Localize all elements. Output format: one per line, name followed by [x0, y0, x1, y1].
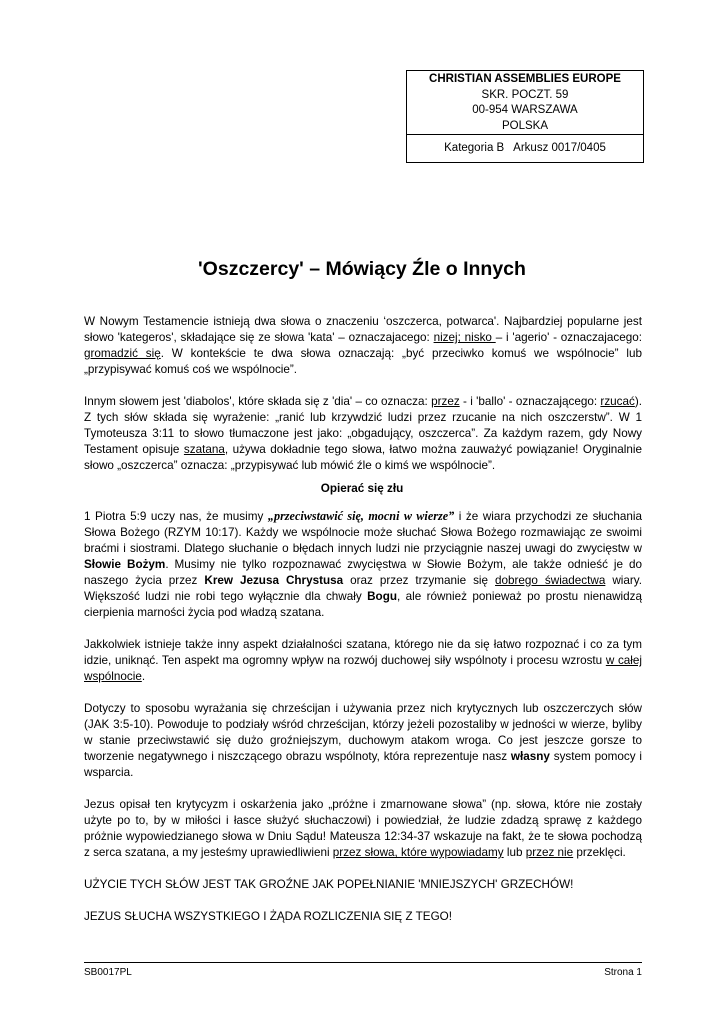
category-sheet: Kategoria B Arkusz 0017/0405 — [444, 142, 606, 154]
footer-divider — [84, 962, 642, 963]
section-heading: Opierać się złu — [320, 482, 404, 495]
address-block — [407, 71, 643, 135]
paragraph-2: Innym słowem jest 'diabolos', które składa się z 'dia' – co oznacza: przez - i 'ballo' - oznaczającego: rzucać). Z tych słów składa się wyrażenie: „ranić lub krzywdzić ludzi przez rzucanie na nich oszczerstw”. W 1 Tymoteusza 3:11 to słowo tłumaczone jest jako: „obgadujący, oszczerca”. Za każdym razem, gdy Nowy Testament opisuje szatana, używa dokładnie tego słowa, łatwo można zauważyć powiązanie! Oryginalnie słowo „oszczerca” oznacza: „przypisywać lub mówić źle o kimś we wspólnocie”. — [84, 395, 642, 472]
paragraph-5: Dotyczy to sposobu wyrażania się chrześcijan i używania przez nich krytycznych lub oszczerczych słów (JAK 3:5-10). Powoduje to podziały wśród chrześcijan, którzy jeżeli pozostaliby w jedności w wierze, byliby w stanie przeciwstawić się dużo groźniejszym, duchowym atakom wroga. Co jest jeszcze gorsze to tworzenie negatywnego i niszczącego obrazu wspólnoty, która reprezentuje nasz własny system pomocy i wsparcia. — [84, 702, 642, 779]
paragraph-1: W Nowym Testamencie istnieją dwa słowa o znaczeniu ‘oszczerca, potwarca'. Najbardziej popularne jest słowo 'kategeros', składające się ze słowa 'kata' – oznaczajacego: nizej; nisko – i 'agerio' - oznaczajacego: gromadzić się. W kontekście te dwa słowa oznaczają: „być przeciwko komuś we wspólnocie” lub „przypisywać komuś coś we wspólnocie”. — [84, 315, 642, 376]
page-title: 'Oszczercy' – Mówiący Źle o Innych — [198, 258, 526, 280]
paragraph-3: 1 Piotra 5:9 uczy nas, że musimy „przeciwstawić się, mocni w wierze” i że wiara przychodzi ze słuchania Słowa Bożego (RZYM 10:17). Każdy we wspólnocie może słuchać Słowa Bożego rozmawiając ze swoimi braćmi i siostrami. Dlatego słuchanie o błędach innych ludzi nie przyciągnie naszej uwagi do zwycięstw w Słowie Bożym. Musimy nie tylko rozpoznawać zwycięstwa w Słowie Bożym, ale także odnieść je do naszego życia przez Krew Jezusa Chrystusa oraz przez trzymanie się dobrego świadectwa wiary. Większość ludzi nie robi tego wyłącznie dla chwały Bogu, ale również ponieważ po prostu nienawidzą cierpienia marności życia pod władzą szatana. — [84, 509, 642, 619]
paragraph-8: JEZUS SŁUCHA WSZYSTKIEGO I ŻĄDA ROZLICZENIA SIĘ Z TEGO! — [84, 910, 453, 923]
postal-city: 00-954 WARSZAWA — [472, 104, 578, 117]
paragraph-6: Jezus opisał ten krytycyzm i oskarżenia jako „próżne i zmarnowane słowa” (np. słowa, które nie zostały użyte po to, by w miłości i łasce służyć słuchaczowi) i powiedział, że ludzie zdadzą sprawę z każdego próżnie wypowiedzianego słowa w Dniu Sądu! Mateusza 12:34-37 wskazuje na fakt, że te słowa pochodzą z serca szatana, a my jesteśmy uprawiedliwieni przez słowa, które wypowiadamy lub przez nie przeklęci. — [84, 798, 642, 859]
address-box — [406, 70, 644, 163]
page-number: Strona 1 — [604, 967, 642, 978]
main-section — [84, 508, 642, 941]
country: POLSKA — [501, 119, 549, 132]
paragraph-4: Jakkolwiek istnieje także inny aspekt działalności szatana, którego nie da się łatwo rozpoznać i co za tym idzie, uniknąć. Ten aspekt ma ogromny wpływ na rozwój duchowej siły wspólnoty i procesu wzrostu w całej wspólnocie. — [84, 638, 642, 683]
po-box: SKR. POCZT. 59 — [481, 88, 569, 101]
document-code: SB0017PL — [84, 967, 132, 978]
paragraph-7: UŻYCIE TYCH SŁÓW JEST TAK GROŹNE JAK POPEŁNIANIE 'MNIEJSZYCH' GRZECHÓW! — [84, 878, 574, 891]
intro-section — [84, 314, 642, 490]
organization-name: CHRISTIAN ASSEMBLIES EUROPE — [429, 73, 621, 85]
